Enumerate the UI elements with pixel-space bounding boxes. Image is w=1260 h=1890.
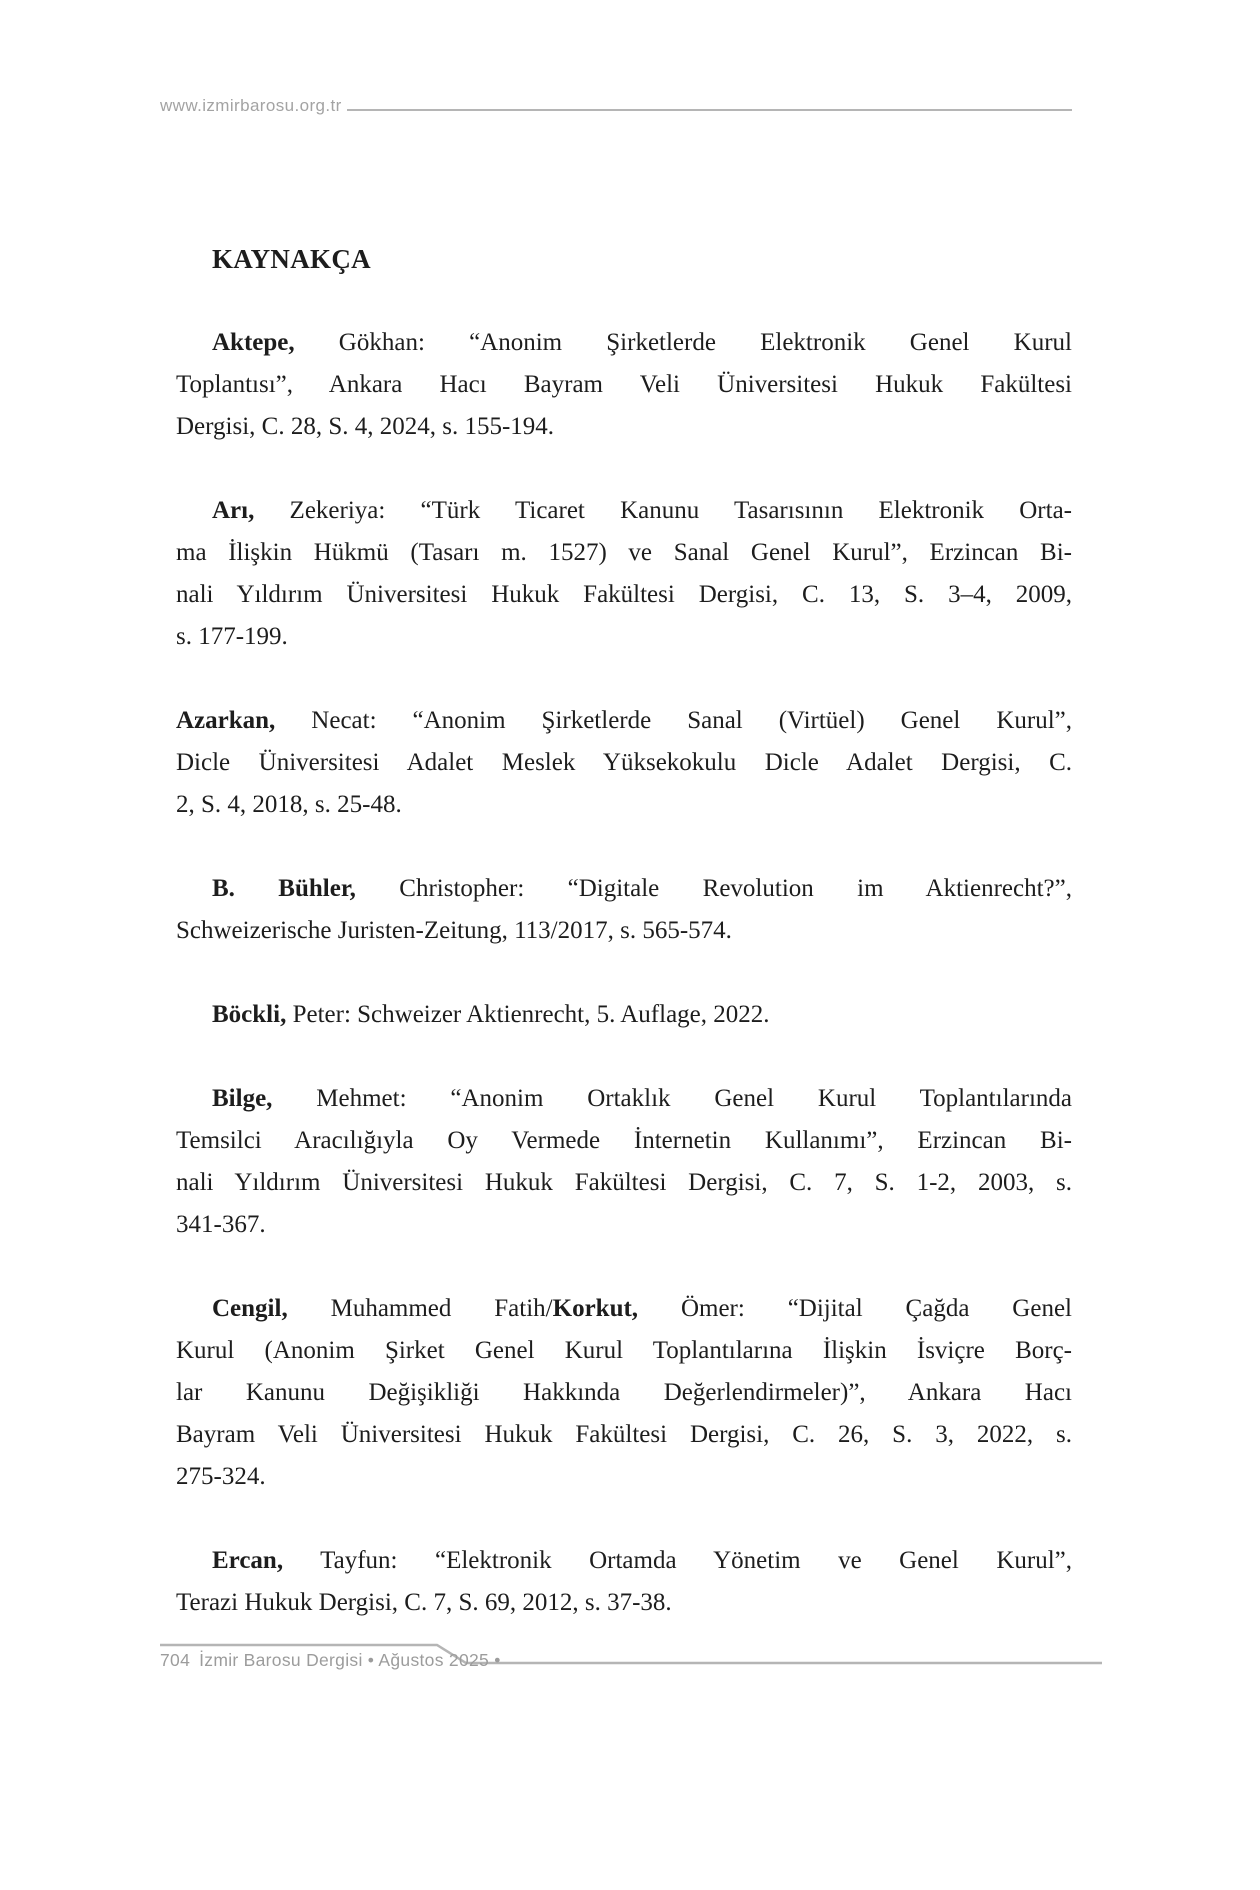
bib-text-run: Zekeriya: “Türk Ticaret Kanunu Tasarısının Elektronik Orta- <box>254 497 1072 524</box>
bib-entry-line <box>176 1288 1072 1330</box>
bib-text-run: Muhammed Fatih/ <box>287 1295 553 1322</box>
bib-entry-line <box>176 574 1072 616</box>
bib-text-run: Tayfun: “Elektronik Ortamda Yönetim ve Genel Kurul”, <box>283 1547 1072 1574</box>
page-footer <box>0 1636 1260 1686</box>
bib-text-run: Mehmet: “Anonim Ortaklık Genel Kurul Toplantılarında <box>272 1085 1072 1112</box>
bib-entry-line <box>176 490 1072 532</box>
section-title: KAYNAKÇA <box>212 244 371 274</box>
bib-entry-line <box>176 1330 1072 1372</box>
bib-author-name: B. Bühler, <box>212 875 356 902</box>
bib-entry-line <box>176 1372 1072 1414</box>
footer-text <box>160 1650 501 1671</box>
journal-issue-label: İzmir Barosu Dergisi • Ağustos 2025 • <box>199 1650 501 1670</box>
bib-text-run: Terazi Hukuk Dergisi, C. 7, S. 69, 2012, s. 37-38. <box>176 1589 672 1616</box>
bib-text-run: Schweizerische Juristen-Zeitung, 113/2017, s. 565-574. <box>176 917 732 944</box>
bib-entry-line <box>176 994 1072 1036</box>
bib-text-run: Dergisi, C. 28, S. 4, 2024, s. 155-194. <box>176 413 555 440</box>
bib-text-run: Christopher: “Digitale Revolution im Aktienrecht?”, <box>355 875 1072 902</box>
bib-text-run: Kurul (Anonim Şirket Genel Kurul Toplantılarına İlişkin İsviçre Borç- <box>176 1337 1072 1364</box>
bib-entry <box>176 1540 1072 1624</box>
bib-text-run: 275-324. <box>176 1463 266 1490</box>
bib-author-name: Böckli, <box>212 1001 287 1028</box>
bib-entry-line <box>176 742 1072 784</box>
bib-entry <box>176 868 1072 952</box>
bib-author-name: Arı, <box>212 497 255 524</box>
bib-entry-line <box>176 322 1072 364</box>
bib-entry-line <box>176 1204 1072 1246</box>
website-url: www.izmirbarosu.org.tr <box>160 96 342 115</box>
bib-entry <box>176 700 1072 826</box>
bib-text-run: Temsilci Aracılığıyla Oy Vermede İnternetin Kullanımı”, Erzincan Bi- <box>176 1127 1072 1154</box>
bib-entry-line <box>176 700 1072 742</box>
page-number: 704 <box>160 1650 191 1670</box>
bib-author-name: Azarkan, <box>176 707 276 734</box>
bib-text-run: Peter: Schweizer Aktienrecht, 5. Auflage, 2022. <box>286 1001 770 1028</box>
bib-entry-line <box>176 406 1072 448</box>
bib-entry-line <box>176 1456 1072 1498</box>
bib-text-run: lar Kanunu Değişikliği Hakkında Değerlendirmeler)”, Ankara Hacı <box>176 1379 1072 1406</box>
header-rule-line <box>347 109 1072 111</box>
bib-author-name: Korkut, <box>552 1295 639 1322</box>
bib-author-name: Cengil, <box>212 1295 288 1322</box>
bib-text-run: ma İlişkin Hükmü (Tasarı m. 1527) ve Sanal Genel Kurul”, Erzincan Bi- <box>176 539 1072 566</box>
bib-entry-line <box>176 364 1072 406</box>
bib-text-run: Dicle Üniversitesi Adalet Meslek Yüksekokulu Dicle Adalet Dergisi, C. <box>176 749 1072 776</box>
bibliography-list <box>176 322 1072 1624</box>
bib-entry-line <box>176 1414 1072 1456</box>
bib-entry-line <box>176 784 1072 826</box>
bib-entry <box>176 1078 1072 1246</box>
bib-entry-line <box>176 910 1072 952</box>
bib-entry <box>176 322 1072 448</box>
bib-entry-line <box>176 868 1072 910</box>
bib-text-run: nali Yıldırım Üniversitesi Hukuk Fakültesi Dergisi, C. 7, S. 1-2, 2003, s. <box>176 1169 1072 1196</box>
bib-text-run: Toplantısı”, Ankara Hacı Bayram Veli Üniversitesi Hukuk Fakültesi <box>176 371 1072 398</box>
bib-text-run: Gökhan: “Anonim Şirketlerde Elektronik Genel Kurul <box>294 329 1072 356</box>
bib-text-run: nali Yıldırım Üniversitesi Hukuk Fakültesi Dergisi, C. 13, S. 3–4, 2009, <box>176 581 1072 608</box>
bib-author-name: Bilge, <box>212 1085 273 1112</box>
bib-author-name: Aktepe, <box>212 329 295 356</box>
bib-text-run: Ömer: “Dijital Çağda Genel <box>638 1295 1072 1322</box>
bib-entry <box>176 1288 1072 1498</box>
bib-text-run: 341-367. <box>176 1211 266 1238</box>
page-header <box>160 96 1072 116</box>
bibliography-section <box>176 238 1072 1624</box>
bib-entry-line <box>176 1120 1072 1162</box>
bib-text-run: 2, S. 4, 2018, s. 25-48. <box>176 791 402 818</box>
bib-entry <box>176 994 1072 1036</box>
bib-author-name: Ercan, <box>212 1547 284 1574</box>
bib-entry <box>176 490 1072 658</box>
bib-text-run: Bayram Veli Üniversitesi Hukuk Fakültesi Dergisi, C. 26, S. 3, 2022, s. <box>176 1421 1072 1448</box>
bib-entry-line <box>176 1162 1072 1204</box>
bib-entry-line <box>176 616 1072 658</box>
bib-text-run: Necat: “Anonim Şirketlerde Sanal (Virtüel) Genel Kurul”, <box>275 707 1072 734</box>
bib-entry-line <box>176 1582 1072 1624</box>
bib-entry-line <box>176 532 1072 574</box>
bib-text-run: s. 177-199. <box>176 623 288 650</box>
bib-entry-line <box>176 1078 1072 1120</box>
bib-entry-line <box>176 1540 1072 1582</box>
